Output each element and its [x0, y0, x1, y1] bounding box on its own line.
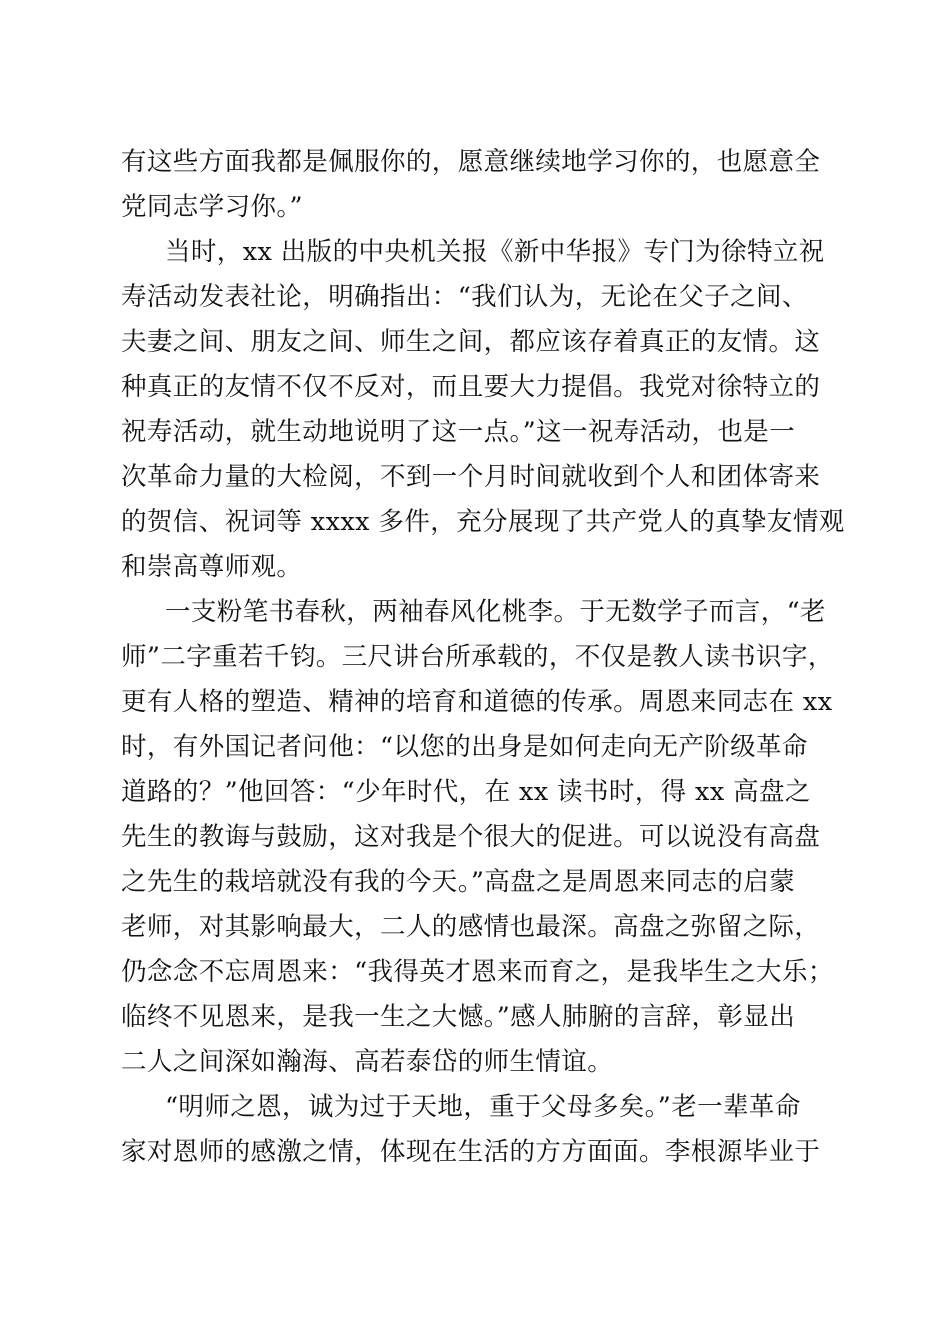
text-line: 时，有外国记者问他：“以您的出身是如何走向无产阶级革命: [121, 732, 808, 762]
text-line: 的贺信、祝词等 xxxx 多件，充分展现了共产党人的真挚友情观: [121, 507, 845, 537]
text-line-paragraph-start: 一支粉笔书春秋，两袖春风化桃李。于无数学子而言，“老: [165, 597, 826, 627]
text-line: 有这些方面我都是佩服你的，愿意继续地学习你的，也愿意全: [121, 147, 821, 177]
text-line: 夫妻之间、朋友之间、师生之间，都应该存着真正的友情。这: [121, 327, 821, 357]
text-line: 党同志学习你。”: [121, 192, 303, 222]
text-line: 二人之间深如瀚海、高若泰岱的师生情谊。: [121, 1047, 614, 1077]
text-line: 老师，对其影响最大，二人的感情也最深。高盘之弥留之际，: [121, 912, 821, 942]
document-body: [121, 140, 845, 1175]
text-line: 先生的教诲与鼓励，这对我是个很大的促进。可以说没有高盘: [121, 822, 821, 852]
text-line: 师”二字重若千钧。三尺讲台所承载的，不仅是教人读书识字，: [121, 642, 834, 672]
text-line-paragraph-start: 当时，xx 出版的中央机关报《新中华报》专门为徐特立祝: [165, 237, 825, 267]
text-line: 和崇高尊师观。: [121, 552, 303, 582]
text-line: 寿活动发表社论，明确指出：“我们认为，无论在父子之间、: [121, 282, 808, 312]
text-line: 祝寿活动，就生动地说明了这一点。”这一祝寿活动，也是一: [121, 417, 796, 447]
text-line: 家对恩师的感激之情，体现在生活的方方面面。李根源毕业于: [121, 1137, 821, 1167]
text-line: 之先生的栽培就没有我的今天。”高盘之是周恩来同志的启蒙: [121, 867, 796, 897]
text-line: 更有人格的塑造、精神的培育和道德的传承。周恩来同志在 xx: [121, 687, 833, 717]
text-line: 种真正的友情不仅不反对，而且要大力提倡。我党对徐特立的: [121, 372, 821, 402]
text-line: 临终不见恩来，是我一生之大憾。”感人肺腑的言辞，彰显出: [121, 1002, 796, 1032]
text-line: 仍念念不忘周恩来：“我得英才恩来而育之，是我毕生之大乐；: [121, 957, 834, 987]
text-line-paragraph-start: “明师之恩，诚为过于天地，重于父母多矣。”老一辈革命: [165, 1092, 801, 1122]
text-line: 道路的？”他回答：“少年时代，在 xx 读书时，得 xx 高盘之: [121, 777, 811, 807]
text-line: 次革命力量的大检阅，不到一个月时间就收到个人和团体寄来: [121, 462, 821, 492]
